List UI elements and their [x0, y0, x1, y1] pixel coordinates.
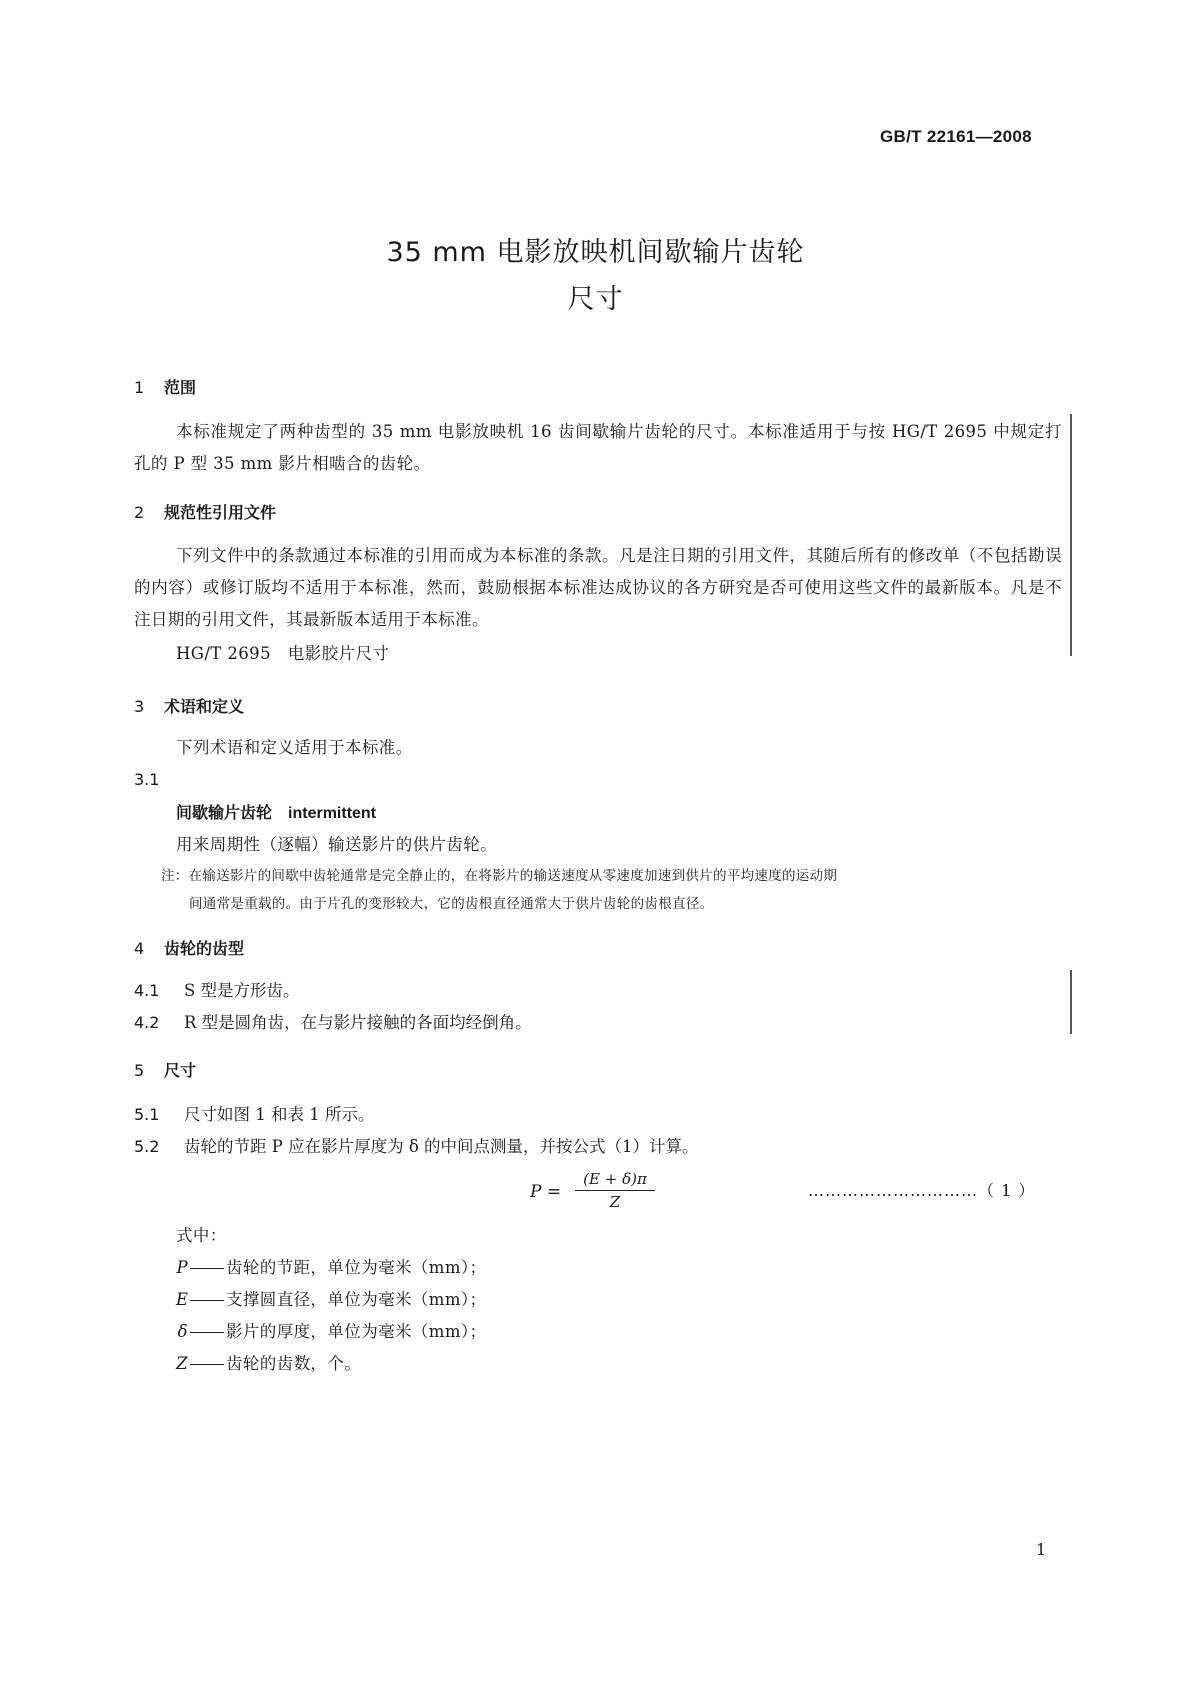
- section-1-paragraph: 本标准规定了两种齿型的 35 mm 电影放映机 16 齿间歇输片齿轮的尺寸。本标准适用于与按 HG/T 2695 中规定打孔的 P 型 35 mm 影片相啮合的齿轮。: [134, 422, 1062, 473]
- note-line-1: 注：在输送影片的间歇中齿轮通常是完全静止的，在将影片的输送速度从零速度加速到供片的平均速度的运动期: [161, 868, 838, 884]
- em-dash: [190, 1300, 224, 1301]
- variable-description: 齿轮的齿数，个。: [226, 1354, 362, 1373]
- clause-5-2: [134, 1133, 699, 1157]
- variable-description: 支撑圆直径，单位为毫米（mm）；: [226, 1290, 487, 1309]
- term-chinese: 间歇输片齿轮: [176, 803, 273, 822]
- equation-number: …………………………（ 1 ）: [808, 1181, 1036, 1200]
- note-line-2: 间通常是重载的。由于片孔的变形较大，它的齿根直径通常大于供片齿轮的齿根直径。: [189, 896, 714, 912]
- change-bar: [1070, 414, 1072, 656]
- variable-symbol: E: [176, 1290, 189, 1309]
- document-subtitle: 尺寸: [567, 284, 624, 315]
- variable-description: 影片的厚度，单位为毫米（mm）；: [226, 1322, 487, 1341]
- variable-description: 齿轮的节距，单位为毫米（mm）；: [226, 1258, 487, 1277]
- formula-numerator: (E + δ)π: [583, 1170, 647, 1188]
- section-3-paragraph: 下列术语和定义适用于本标准。: [176, 738, 413, 757]
- section-4-heading: [134, 936, 244, 959]
- section-number: 2: [134, 503, 145, 522]
- clause-number: 5.1: [134, 1105, 160, 1124]
- section-number: 4: [134, 939, 145, 958]
- document-title: 35 mm 电影放映机间歇输片齿轮: [386, 237, 805, 268]
- where-label: 式中：: [176, 1226, 227, 1245]
- clause-4-1: [134, 977, 300, 1001]
- em-dash: [190, 1268, 224, 1269]
- section-title: 术语和定义: [164, 697, 245, 716]
- formula-lhs: P =: [530, 1182, 562, 1202]
- variable-symbol: δ: [177, 1322, 188, 1341]
- clause-number: 4.2: [134, 1013, 160, 1032]
- clause-text: 尺寸如图 1 和表 1 所示。: [184, 1105, 375, 1124]
- variable-delta: [176, 1318, 486, 1342]
- section-title: 齿轮的齿型: [164, 939, 245, 958]
- subsection-3-1-number: 3.1: [134, 770, 160, 789]
- section-number: 3: [134, 697, 145, 716]
- variable-symbol: P: [176, 1258, 188, 1277]
- section-title: 尺寸: [164, 1061, 197, 1080]
- term-definition: 用来周期性（逐幅）输送影片的供片齿轮。: [176, 835, 498, 854]
- variable-symbol: Z: [176, 1354, 188, 1373]
- variable-z: [176, 1350, 361, 1374]
- section-number: 5: [134, 1061, 145, 1080]
- clause-text: 齿轮的节距 P 应在影片厚度为 δ 的中间点测量，并按公式（1）计算。: [184, 1137, 699, 1156]
- fraction-bar: [575, 1190, 655, 1191]
- term-english: intermittent: [288, 805, 377, 822]
- clause-5-1: [134, 1101, 374, 1125]
- section-2-heading: [134, 500, 276, 523]
- em-dash: [190, 1364, 224, 1365]
- clause-number: 5.2: [134, 1137, 160, 1156]
- term-entry: [176, 800, 376, 823]
- formula-1: [530, 1170, 670, 1218]
- clause-text: R 型是圆角齿，在与影片接触的各面均经倒角。: [184, 1013, 532, 1032]
- variable-p: [176, 1254, 486, 1278]
- clause-text: S 型是方形齿。: [184, 981, 300, 1000]
- section-2-paragraph: 下列文件中的条款通过本标准的引用而成为本标准的条款。凡是注日期的引用文件，其随后所有的修改单（不包括勘误的内容）或修订版均不适用于本标准，然而，鼓励根据本标准达成协议的各方研究是否可使用这些文件的最新版本。凡是不注日期的引用文件，其最新版本适用于本标准。: [134, 546, 1062, 629]
- clause-4-2: [134, 1009, 532, 1033]
- section-number: 1: [134, 378, 145, 397]
- section-5-heading: [134, 1058, 196, 1081]
- page-number: 1: [1036, 1540, 1047, 1559]
- section-title: 范围: [164, 378, 197, 397]
- formula-fraction: [575, 1170, 655, 1211]
- clause-number: 4.1: [134, 981, 160, 1000]
- section-3-heading: [134, 694, 244, 717]
- standard-number: GB/T 22161—2008: [880, 127, 1032, 146]
- section-1-heading: [134, 375, 196, 398]
- em-dash: [190, 1332, 224, 1333]
- normative-reference: HG/T 2695 电影胶片尺寸: [176, 644, 390, 663]
- change-bar: [1070, 970, 1072, 1034]
- section-title: 规范性引用文件: [164, 503, 277, 522]
- formula-denominator: Z: [609, 1193, 621, 1211]
- variable-e: [176, 1286, 486, 1310]
- note: [161, 862, 1061, 918]
